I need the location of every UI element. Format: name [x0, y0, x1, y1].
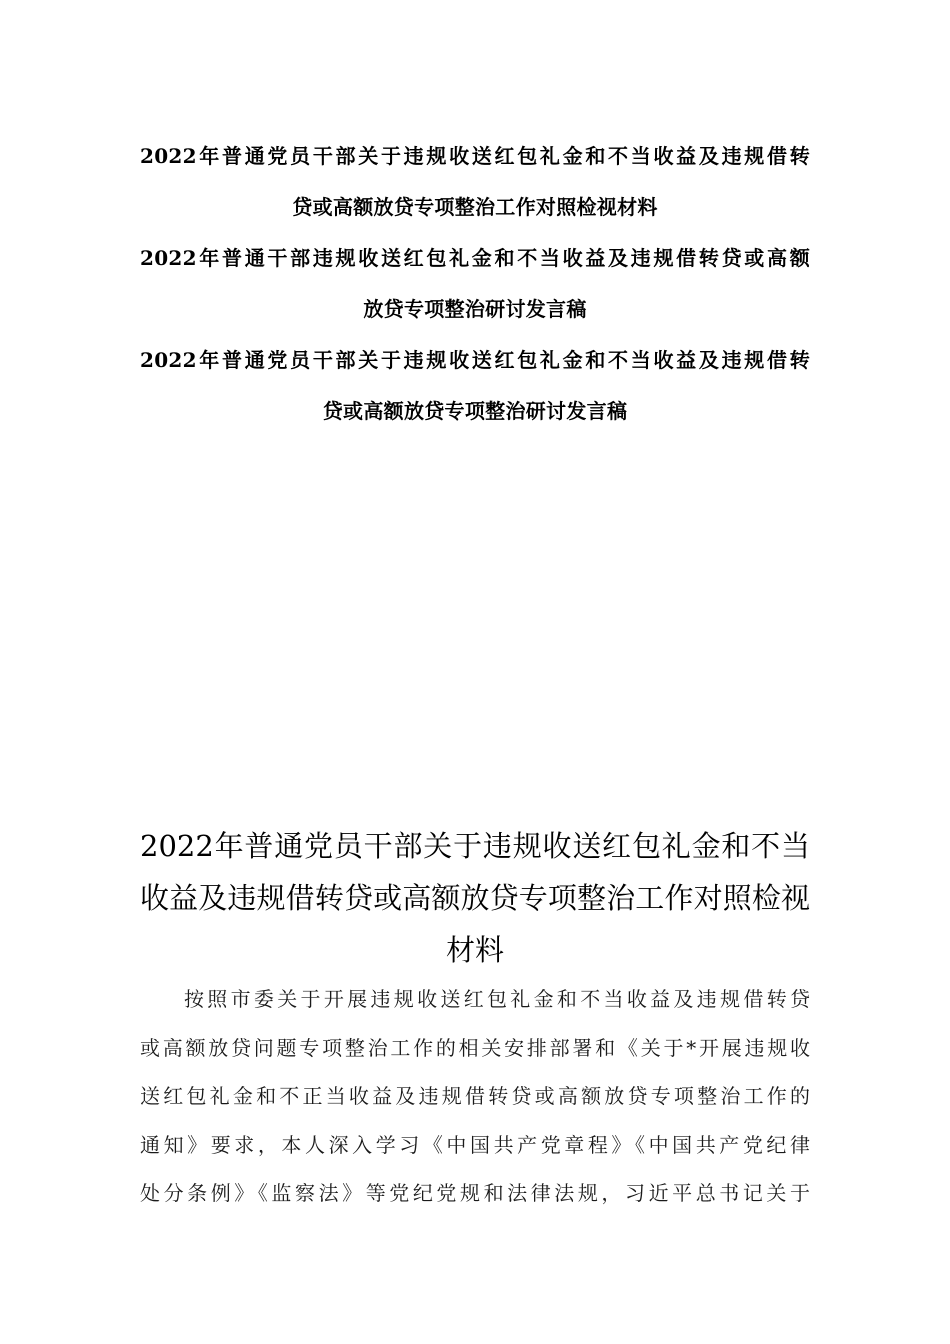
toc-line: 2022年普通党员干部关于违规收送红包礼金和不当收益及违规借转 [140, 144, 810, 168]
title-line: 2022年普通党员干部关于违规收送红包礼金和不当 [140, 829, 810, 863]
body-line: 送红包礼金和不正当收益及违规借转贷或高额放贷专项整治工作的 [140, 1084, 810, 1109]
document-title [140, 820, 810, 976]
body-paragraph [140, 975, 810, 1218]
toc-line: 放贷专项整治研讨发言稿 [363, 297, 587, 321]
toc-line: 2022年普通党员干部关于违规收送红包礼金和不当收益及违规借转 [140, 348, 810, 372]
title-line: 收益及违规借转贷或高额放贷专项整治工作对照检视 [140, 881, 810, 915]
table-of-contents [140, 131, 810, 437]
body-line: 按照市委关于开展违规收送红包礼金和不当收益及违规借转贷 [184, 987, 810, 1011]
body-line: 处分条例》《监察法》等党纪党规和法律法规，习近平总书记关于 [140, 1181, 810, 1206]
body-line: 或高额放贷问题专项整治工作的相关安排部署和《关于*开展违规收 [140, 1035, 810, 1060]
title-line: 材料 [445, 933, 504, 967]
toc-line: 贷或高额放贷专项整治研讨发言稿 [322, 399, 628, 423]
body-line: 通知》要求，本人深入学习《中国共产党章程》《中国共产党纪律 [140, 1132, 810, 1157]
toc-line: 2022年普通干部违规收送红包礼金和不当收益及违规借转贷或高额 [140, 246, 810, 270]
toc-line: 贷或高额放贷专项整治工作对照检视材料 [292, 195, 658, 219]
